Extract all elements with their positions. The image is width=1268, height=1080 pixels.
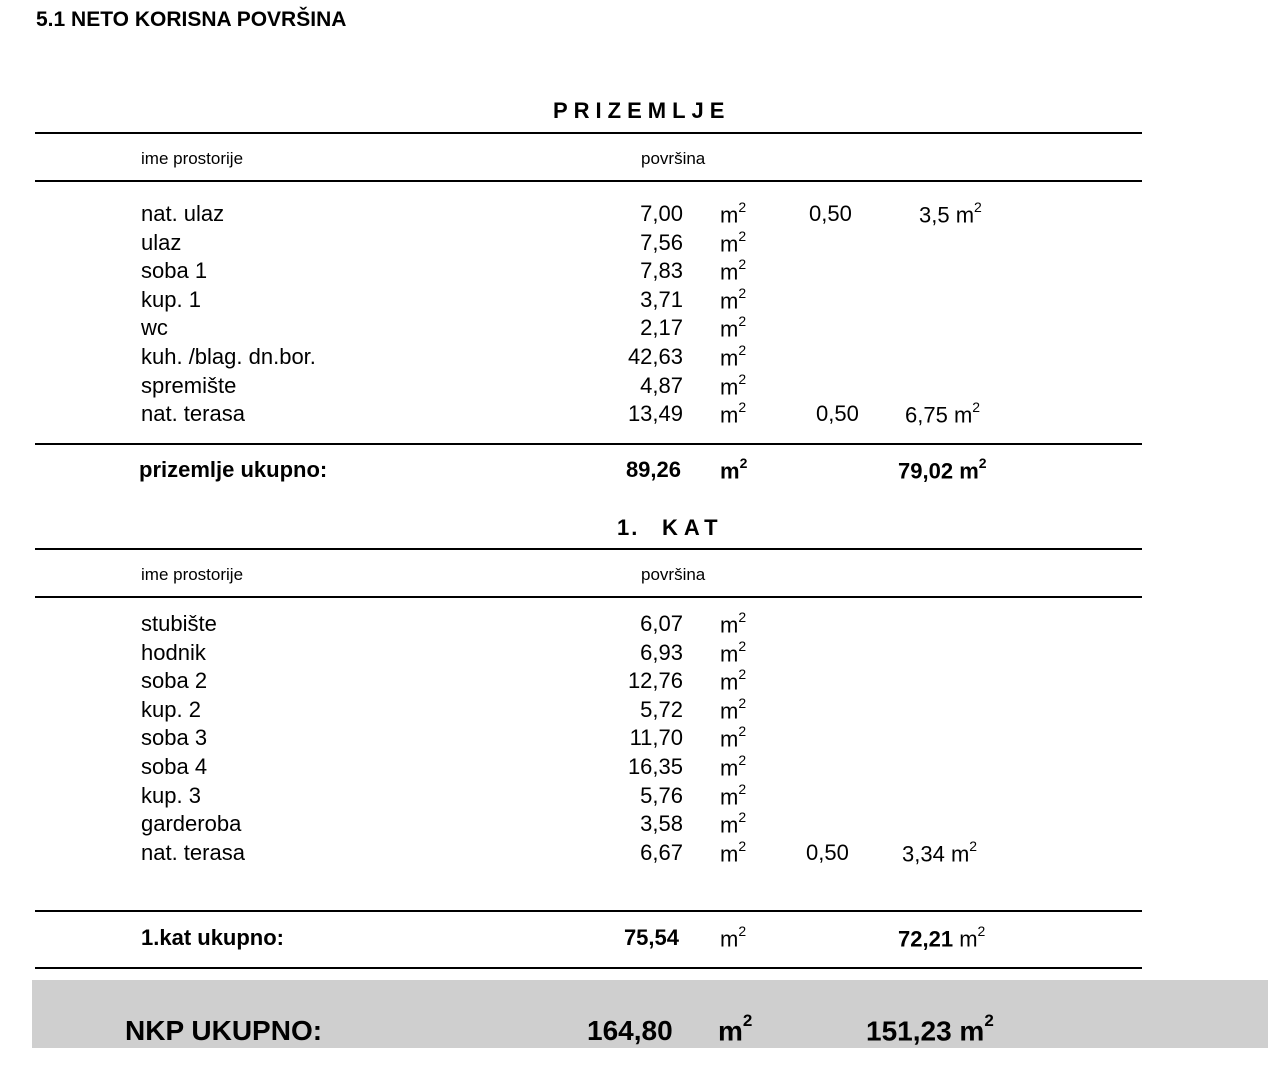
room-name: stubište: [141, 611, 217, 636]
room-coefficient: 0,50: [809, 201, 852, 226]
divider: [35, 910, 1142, 912]
room-area: 42,63: [627, 344, 683, 369]
room-area: 3,58: [640, 811, 683, 837]
room-reduced-area: 3,34 $m^2$: [902, 837, 978, 867]
room-name: nat. terasa: [141, 401, 245, 427]
section-title: 5.1 NETO KORISNA POVRŠINA: [36, 8, 347, 31]
first-total-label: 1.kat ukupno:: [141, 925, 285, 950]
first-total-unit: $m^2$: [720, 923, 747, 952]
room-name: kuh. /blag. dn.bor.: [141, 344, 316, 369]
ground-floor-heading: PRIZEMLJE: [553, 98, 731, 123]
room-reduced-area: 3,5 $m^2$: [919, 199, 982, 228]
room-area: 7,56: [640, 229, 683, 255]
room-area-unit: $m^2$: [720, 752, 747, 781]
room-area: 7,83: [640, 258, 683, 284]
room-area-unit: $m^2$: [720, 637, 747, 666]
room-area-unit: $m^2$: [720, 666, 747, 695]
room-reduced-area: 6,75 $m^2$: [905, 399, 981, 428]
room-area-unit: $m^2$: [720, 256, 747, 285]
room-name: nat. ulaz: [141, 201, 225, 226]
room-area: 16,35: [627, 754, 683, 779]
divider: [35, 180, 1142, 182]
room-area-unit: $m^2$: [720, 313, 747, 342]
room-name: kup. 1: [141, 286, 201, 312]
room-name: kup. 3: [141, 782, 201, 808]
room-area-unit: $m^2$: [720, 809, 747, 838]
room-area: 6,67: [640, 839, 683, 865]
room-area-unit: $m^2$: [720, 399, 747, 428]
room-name: nat. terasa: [141, 839, 245, 865]
room-area-unit: $m^2$: [720, 227, 747, 256]
first-floor-heading-number: 1.: [617, 515, 640, 540]
room-name: soba 3: [141, 725, 208, 751]
room-area-unit: $m^2$: [720, 723, 747, 752]
room-name: soba 4: [141, 754, 208, 779]
first-floor-heading: KAT: [662, 515, 724, 540]
room-area: 5,72: [640, 696, 683, 722]
grand-total-unit: $m^2$: [718, 1011, 753, 1047]
room-area: 6,93: [640, 639, 683, 665]
room-coefficient: 0,50: [806, 839, 849, 865]
divider: [35, 443, 1142, 445]
ground-total-label: prizemlje ukupno:: [139, 457, 328, 482]
col-header-area: površina: [641, 149, 706, 168]
room-area-unit: $m^2$: [720, 284, 747, 314]
room-area-unit: $m^2$: [720, 694, 747, 724]
divider: [35, 596, 1142, 598]
divider: [35, 548, 1142, 550]
room-area-unit: $m^2$: [720, 342, 747, 371]
grand-total-label: NKP UKUPNO:: [125, 1015, 323, 1046]
divider: [35, 967, 1142, 969]
room-coefficient: 0,50: [816, 401, 859, 427]
grand-total-ext: 151,23 $m^2$: [866, 1011, 994, 1047]
room-area: 2,17: [640, 315, 683, 341]
grand-total-area: 164,80: [587, 1015, 673, 1046]
room-name: wc: [141, 315, 168, 341]
first-total-ext: 72,21 $m^2$: [898, 923, 986, 952]
room-area-unit: $m^2$: [720, 837, 747, 867]
ground-total-ext: 79,02 $m^2$: [898, 455, 987, 484]
ground-total-unit: $m^2$: [720, 455, 748, 484]
room-area: 13,49: [627, 401, 683, 427]
room-name: soba 2: [141, 668, 208, 694]
room-area-unit: $m^2$: [720, 780, 747, 809]
room-name: garderoba: [141, 811, 242, 837]
room-name: ulaz: [141, 229, 182, 255]
room-area-unit: $m^2$: [720, 609, 747, 638]
room-area: 5,76: [640, 782, 683, 808]
ground-total-area: 89,26: [625, 457, 681, 482]
col-header-name: ime prostorije: [141, 565, 244, 584]
room-name: hodnik: [141, 639, 206, 665]
room-name: soba 1: [141, 258, 208, 284]
col-header-area: površina: [641, 565, 706, 584]
room-area-unit: $m^2$: [720, 370, 747, 399]
divider: [35, 132, 1142, 134]
room-area: 4,87: [640, 372, 683, 398]
room-name: spremište: [141, 372, 237, 398]
room-area: 7,00: [640, 201, 683, 226]
first-total-area: 75,54: [623, 925, 679, 950]
room-name: kup. 2: [141, 696, 201, 722]
room-area: 12,76: [627, 668, 683, 694]
room-area-unit: $m^2$: [720, 199, 747, 228]
room-area: 3,71: [640, 286, 683, 312]
room-area: 6,07: [640, 611, 683, 636]
col-header-name: ime prostorije: [141, 149, 244, 168]
room-area: 11,70: [629, 725, 683, 751]
